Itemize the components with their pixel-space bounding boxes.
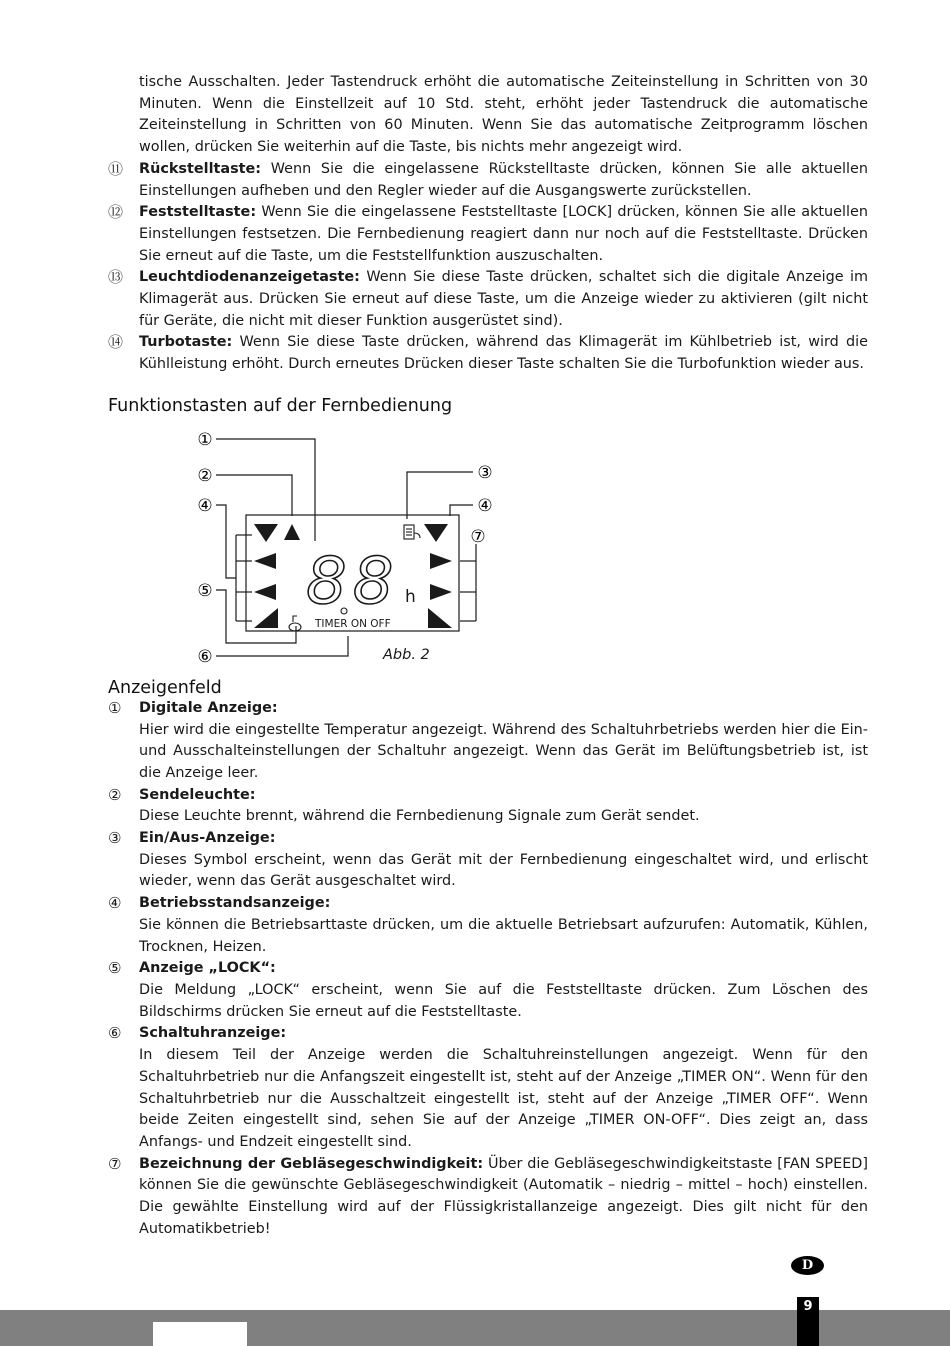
list-item	[108, 828, 868, 893]
item-text: Über die Gebläsegeschwindigkeitstaste [FAN SPEED] können Sie die gewünschte Gebläsegeschwindigkeit (Automatik – niedrig – mittel – hoch) einstellen. Die gewählte Einstellung wird auf der Flüssigkristallanzeige angezeigt. Dies gilt nicht für den Automatikbetrieb!	[139, 1155, 868, 1237]
list-item	[108, 785, 868, 828]
figure-caption: Abb. 2	[383, 646, 430, 663]
item-title: Sendeleuchte:	[139, 786, 256, 803]
item-text: Die Meldung „LOCK“ erscheint, wenn Sie auf die Feststelltaste drücken. Zum Löschen des Bildschirms drücken Sie erneut auf die Feststelltaste.	[139, 981, 868, 1020]
lcd-diagram	[0, 416, 950, 668]
list-item	[108, 958, 868, 1023]
list-item	[108, 267, 868, 332]
item-number: ⑪	[108, 159, 124, 178]
arrow-down-right-icon	[424, 524, 448, 542]
timer-label: TIMER ON OFF	[315, 617, 391, 630]
lcd-diagram-svg	[0, 416, 950, 668]
item-number: ③	[108, 829, 122, 848]
hour-unit: h	[405, 586, 416, 607]
list-item	[108, 159, 868, 202]
callout-5: ⑤	[197, 580, 213, 601]
leader-line-4-left	[216, 505, 236, 578]
arrow-right-icon	[430, 553, 452, 569]
item-title: Anzeige „LOCK“:	[139, 960, 276, 977]
page-content	[108, 72, 868, 1240]
item-number: ⑫	[108, 203, 124, 222]
leader-line-5	[216, 590, 296, 643]
item-number: ⑭	[108, 333, 124, 352]
arrow-left-icon	[254, 553, 276, 569]
power-indicator-icon	[404, 525, 420, 539]
arrow-right-icon	[430, 584, 452, 600]
item-title: Feststelltaste:	[139, 204, 257, 221]
intro-paragraph: tische Ausschalten. Jeder Tastendruck erhöht die automatische Zeiteinstellung in Schritten von 30 Minuten. Wenn die Einstellzeit auf 10 Std. steht, erhöht jeder Tastendruck die automatische Zeiteinstellung in Schritten von 60 Minuten. Wenn Sie das automatische Zeitprogramm löschen wollen, drücken Sie weiterhin auf die Taste, bis nichts mehr angezeigt wird.	[139, 74, 868, 156]
item-text: Wenn Sie die eingelassene Feststelltaste [LOCK] drücken, können Sie alle aktuellen Einstellungen festsetzen. Die Fernbedienung reagiert dann nur noch auf die Feststelltaste. Drücken Sie erneut auf die Taste, um die Feststellfunktion auszuschalten.	[139, 204, 868, 264]
button-list	[108, 159, 868, 376]
list-item	[108, 202, 868, 267]
digital-display: 88	[306, 544, 400, 619]
item-number: ①	[108, 698, 122, 717]
item-text: Wenn Sie diese Taste drücken, während das Klimagerät im Kühlbetrieb ist, wird die Kühlleistung erhöht. Durch erneutes Drücken dieser Taste schalten Sie die Turbofunktion wieder aus.	[139, 334, 868, 373]
item-title: Rückstelltaste:	[139, 160, 262, 177]
display-list	[108, 698, 868, 1241]
item-number: ⑬	[108, 268, 124, 287]
item-text: In diesem Teil der Anzeige werden die Schaltuhreinstellungen angezeigt. Wenn für den Schaltuhrbetrieb nur die Anfangszeit eingestellt ist, steht auf der Anzeige „TIMER ON“. Wenn für den Schaltuhrbetrieb nur die Ausschaltzeit eingestellt ist, steht auf der Anzeige „TIMER OFF“. Wenn beide Zeiten eingestellt sind, sehen Sie auf der Anzeige „TIMER ON-OFF“. Dies zeigt an, dass Anfangs- und Endzeit eingestellt sind.	[139, 1047, 868, 1150]
item-text: Wenn Sie die eingelassene Rückstelltaste drücken, können Sie alle aktuellen Einstellungen aufheben und den Regler wieder auf die Ausgangswerte zurückstellen.	[139, 160, 868, 199]
arrow-up-signal-icon	[284, 524, 300, 540]
lock-icon	[289, 616, 301, 631]
arrow-corner-right-icon	[428, 608, 452, 628]
list-item	[108, 1023, 868, 1153]
item-title: Ein/Aus-Anzeige:	[139, 830, 276, 847]
item-title: Digitale Anzeige:	[139, 699, 278, 716]
item-number: ⑥	[108, 1024, 122, 1043]
callout-4-right: ④	[477, 495, 493, 516]
item-number: ④	[108, 894, 122, 913]
item-number: ②	[108, 785, 122, 804]
item-title: Leuchtdiodenanzeigetaste:	[139, 269, 360, 286]
list-item	[108, 1154, 868, 1241]
item-text: Sie können die Betriebsarttaste drücken, um die aktuelle Betriebsart aufzurufen: Automatik, Kühlen, Trocknen, Heizen.	[139, 916, 868, 955]
section-heading-display: Anzeigenfeld	[108, 677, 222, 698]
section-heading-functions: Funktionstasten auf der Fernbedienung	[108, 395, 453, 416]
item-title: Bezeichnung der Gebläsegeschwindigkeit:	[139, 1155, 484, 1172]
arrow-left-icon	[254, 584, 276, 600]
item-number: ⑤	[108, 959, 122, 978]
list-item	[108, 893, 868, 958]
leader-line-3	[407, 472, 473, 519]
callout-2: ②	[197, 465, 213, 486]
list-item	[108, 698, 868, 785]
callout-1: ①	[197, 429, 213, 450]
item-number: ⑦	[108, 1154, 122, 1173]
language-badge: D	[791, 1256, 824, 1275]
leader-line-4-right	[450, 505, 473, 516]
footer-box	[153, 1322, 247, 1346]
item-text: Diese Leuchte brennt, während die Fernbedienung Signale zum Gerät sendet.	[139, 808, 700, 825]
leader-line-6	[216, 636, 348, 656]
page-number: 9	[797, 1297, 819, 1346]
item-title: Turbotaste:	[139, 334, 233, 351]
leader-line-2	[216, 475, 292, 516]
callout-7: ⑦	[470, 526, 486, 547]
arrow-down-left-icon	[254, 524, 278, 542]
item-text: Hier wird die eingestellte Temperatur angezeigt. Während des Schaltuhrbetriebs werden hier die Ein- und Ausschalteinstellungen der Schaltuhr angezeigt. Wenn das Gerät im Belüftungsbetrieb ist, ist die Anzeige leer.	[139, 721, 868, 781]
item-text: Dieses Symbol erscheint, wenn das Gerät mit der Fernbedienung eingeschaltet wird, und erlischt wieder, wenn das Gerät ausgeschaltet wird.	[139, 851, 868, 890]
callout-4-left: ④	[197, 495, 213, 516]
arrow-corner-left-icon	[254, 608, 278, 628]
callout-6: ⑥	[197, 646, 213, 667]
callout-3: ③	[477, 462, 493, 483]
item-title: Schaltuhranzeige:	[139, 1025, 287, 1042]
item-title: Betriebsstandsanzeige:	[139, 895, 331, 912]
list-item	[108, 332, 868, 375]
item-text: Wenn Sie diese Taste drücken, schaltet sich die digitale Anzeige im Klimagerät aus. Drücken Sie erneut auf diese Taste, um die Anzeige wieder zu aktivieren (gilt nicht für Geräte, die nicht mit dieser Funktion ausgerüstet sind).	[139, 269, 868, 329]
